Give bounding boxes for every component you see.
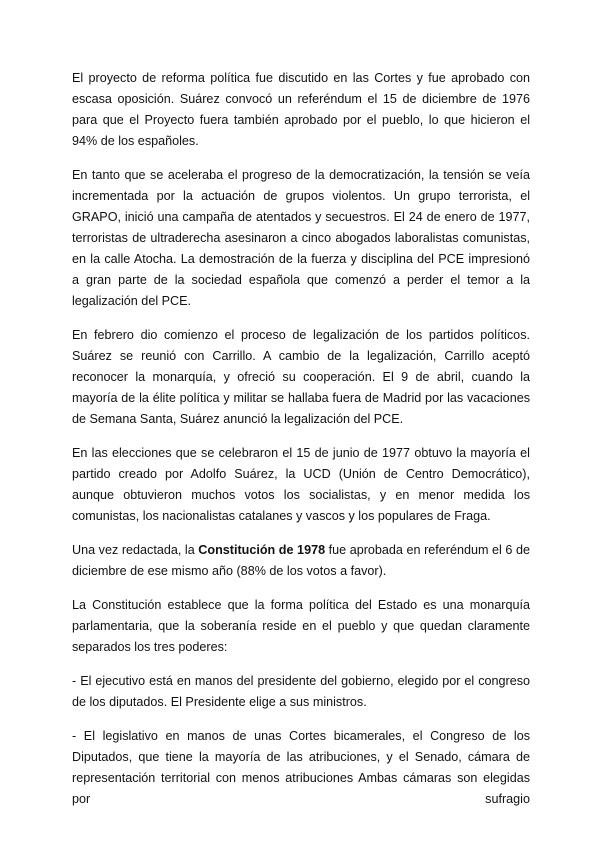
constitution-bold-title: Constitución de 1978 bbox=[198, 543, 326, 557]
constitution-text-before: Una vez redactada, la bbox=[72, 543, 199, 557]
paragraph-constitution-1978 bbox=[72, 540, 530, 582]
list-item-executive: - El ejecutivo está en manos del presidente del gobierno, elegido por el congreso de los diputados. El Presidente elige a sus ministros. bbox=[72, 674, 530, 709]
paragraph-legalization: En febrero dio comienzo el proceso de legalización de los partidos políticos. Suárez se reunió con Carrillo. A cambio de la legalización, Carrillo aceptó reconocer la monarquía, y ofreció su cooperación. El 9 de abril, cuando la mayoría de la élite política y militar se hallaba fuera de Madrid por las vacaciones de Semana Santa, Suárez anunció la legalización del PCE. bbox=[72, 328, 530, 426]
paragraph-violence: En tanto que se aceleraba el progreso de la democratización, la tensión se veía incrementada por la actuación de grupos violentos. Un grupo terrorista, el GRAPO, inició una campaña de atentados y secuestros. El 24 de enero de 1977, terroristas de ultraderecha asesinaron a cinco abogados laboralistas comunistas, en la calle Atocha. La demostración de la fuerza y disciplina del PCE impresionó a gran parte de la sociedad española que comenzó a perder el temor a la legalización del PCE. bbox=[72, 168, 530, 308]
constitution-text-after: fue aprobada en referéndum el 6 de diciembre de ese mismo año (88% de los votos a favor). bbox=[72, 543, 530, 578]
paragraph-referendum-1976: El proyecto de reforma política fue discutido en las Cortes y fue aprobado con escasa oposición. Suárez convocó un referéndum el 15 de diciembre de 1976 para que el Proyecto fuera también aprobado por el pueblo, lo que hicieron el 94% de los españoles. bbox=[72, 71, 530, 148]
paragraph-elections-1977: En las elecciones que se celebraron el 15 de junio de 1977 obtuvo la mayoría el partido creado por Adolfo Suárez, la UCD (Unión de Centro Democrático), aunque obtuvieron muchos votos los socialistas, y en menor medida los comunistas, los nacionalistas catalanes y vascos y los populares de Fraga. bbox=[72, 446, 530, 523]
paragraph-separation-of-powers: La Constitución establece que la forma política del Estado es una monarquía parlamentaria, que la soberanía reside en el pueblo y que quedan claramente separados los tres poderes: bbox=[72, 598, 530, 654]
list-item-legislative: - El legislativo en manos de unas Cortes bicamerales, el Congreso de los Diputados, que tiene la mayoría de las atribuciones, y el Senado, cámara de representación territorial con menos atribuciones Ambas cámaras son elegidas por sufragio bbox=[72, 729, 530, 806]
document-page bbox=[72, 68, 530, 823]
